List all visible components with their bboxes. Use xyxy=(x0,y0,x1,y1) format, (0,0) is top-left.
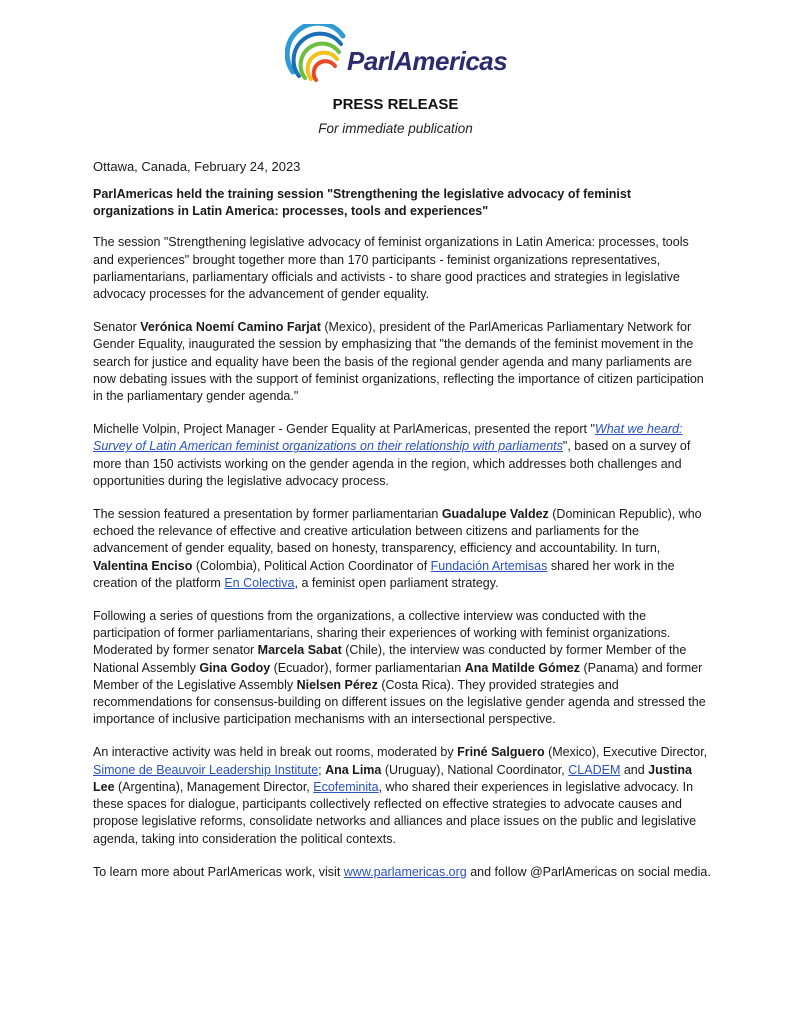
paragraph-6: An interactive activity was held in break out rooms, moderated by Friné Salguero (Mexico), Executive Director, Simone de Beauvoir Leadership Institute; Ana Lima (Uruguay), National Coordinator, CLADEM and Justina Lee (Argentina), Management Director, Ecofeminita, who shared their experiences in legislative advocacy. In these spaces for dialogue, participants collectively reflected on effective strategies to advocate causes and propose legislative reforms, consolidate networks and alliances and place issues on the public and legislative agenda, taking into consideration the political contexts. xyxy=(93,745,708,846)
cladem-link[interactable]: CLADEM xyxy=(568,762,621,777)
bold-name: Friné Salguero xyxy=(457,745,545,760)
page-title: PRESS RELEASE xyxy=(332,96,459,113)
paragraph-2: Senator Verónica Noemí Camino Farjat (Mexico), president of the ParlAmericas Parliamentary Network for Gender Equality, inaugurated the session by emphasizing that "the demands of the feminist movement in the search for justice and equality have been the basis of the regional gender agenda and many parliaments are now debating issues with the support of feminist organizations, reflecting the importance of citizen participation in the parliamentary gender agenda." xyxy=(93,320,704,404)
logo-wordmark: ParlAmericas xyxy=(347,46,508,76)
ecofeminita-link[interactable]: Ecofeminita xyxy=(313,779,379,794)
bold-name: Nielsen Pérez xyxy=(296,677,378,692)
bold-name: Guadalupe Valdez xyxy=(441,507,549,522)
en-colectiva-link[interactable]: En Colectiva xyxy=(224,575,295,590)
bold-name: Ana Matilde Gómez xyxy=(464,660,580,675)
parlamericas-logo xyxy=(285,24,515,94)
logo-swirl-icon xyxy=(285,24,355,94)
fundacion-artemisas-link[interactable]: Fundación Artemisas xyxy=(430,558,548,573)
bold-name: Ana Lima xyxy=(325,762,382,777)
report-link[interactable]: What we heard: Survey of Latin American feminist organizations on their relationship with parliaments xyxy=(93,422,683,454)
page-subtitle: For immediate publication xyxy=(318,121,473,136)
bold-name: Justina Lee xyxy=(93,762,692,794)
bold-name: Verónica Noemí Camino Farjat xyxy=(140,320,321,335)
bold-name: Gina Godoy xyxy=(199,660,271,675)
parlamericas-website-link[interactable]: www.parlamericas.org xyxy=(343,864,467,879)
bold-name: Valentina Enciso xyxy=(93,558,193,573)
paragraph-5: Following a series of questions from the organizations, a collective interview was conducted with the participation of former parliamentarians, sharing their experiences of working with feminist organizations. Moderated by former senator Marcela Sabat (Chile), the interview was conducted by former Member of the National Assembly Gina Godoy (Ecuador), former parliamentarian Ana Matilde Gómez (Panama) and former Member of the Legislative Assembly Nielsen Pérez (Costa Rica). They provided strategies and recommendations for consensus-building on different issues on the legislative gender agenda and stressed the importance of inclusive participation mechanisms with an intersectional perspective. xyxy=(93,609,706,727)
article-body xyxy=(93,186,713,897)
dateline: Ottawa, Canada, February 24, 2023 xyxy=(93,159,301,174)
headline: ParlAmericas held the training session "Strengthening the legislative advocacy of feminist organizations in Latin America: processes, tools and experiences" xyxy=(93,187,632,219)
paragraph-1: The session "Strengthening legislative advocacy of feminist organizations in Latin America: processes, tools and experiences" brought together more than 170 participants - feminist organizations representatives, parliamentarians, parliamentary officials and activists - to share good practices and strategies in legislative advocacy processes for the advancement of gender equality. xyxy=(93,235,689,302)
paragraph-3: Michelle Volpin, Project Manager - Gender Equality at ParlAmericas, presented the report "What we heard: Survey of Latin American feminist organizations on their relationship with parliaments", based on a survey of more than 150 activists working on the gender agenda in the region, which addresses both challenges and opportunities during the legislative advocacy process. xyxy=(93,422,691,488)
bold-name: Marcela Sabat xyxy=(257,643,342,658)
paragraph-7: To learn more about ParlAmericas work, visit www.parlamericas.org and follow @ParlAmericas on social media. xyxy=(93,864,711,879)
paragraph-4: The session featured a presentation by former parliamentarian Guadalupe Valdez (Dominican Republic), who echoed the relevance of effective and creative articulation between citizens and parliaments for the advancement of gender equality, based on honesty, transparency, efficiency and accountability. In turn, Valentina Enciso (Colombia), Political Action Coordinator of Fundación Artemisas shared her work in the creation of the platform En Colectiva, a feminist open parliament strategy. xyxy=(93,507,702,590)
simone-de-beauvoir-link[interactable]: Simone de Beauvoir Leadership Institute xyxy=(93,762,319,777)
